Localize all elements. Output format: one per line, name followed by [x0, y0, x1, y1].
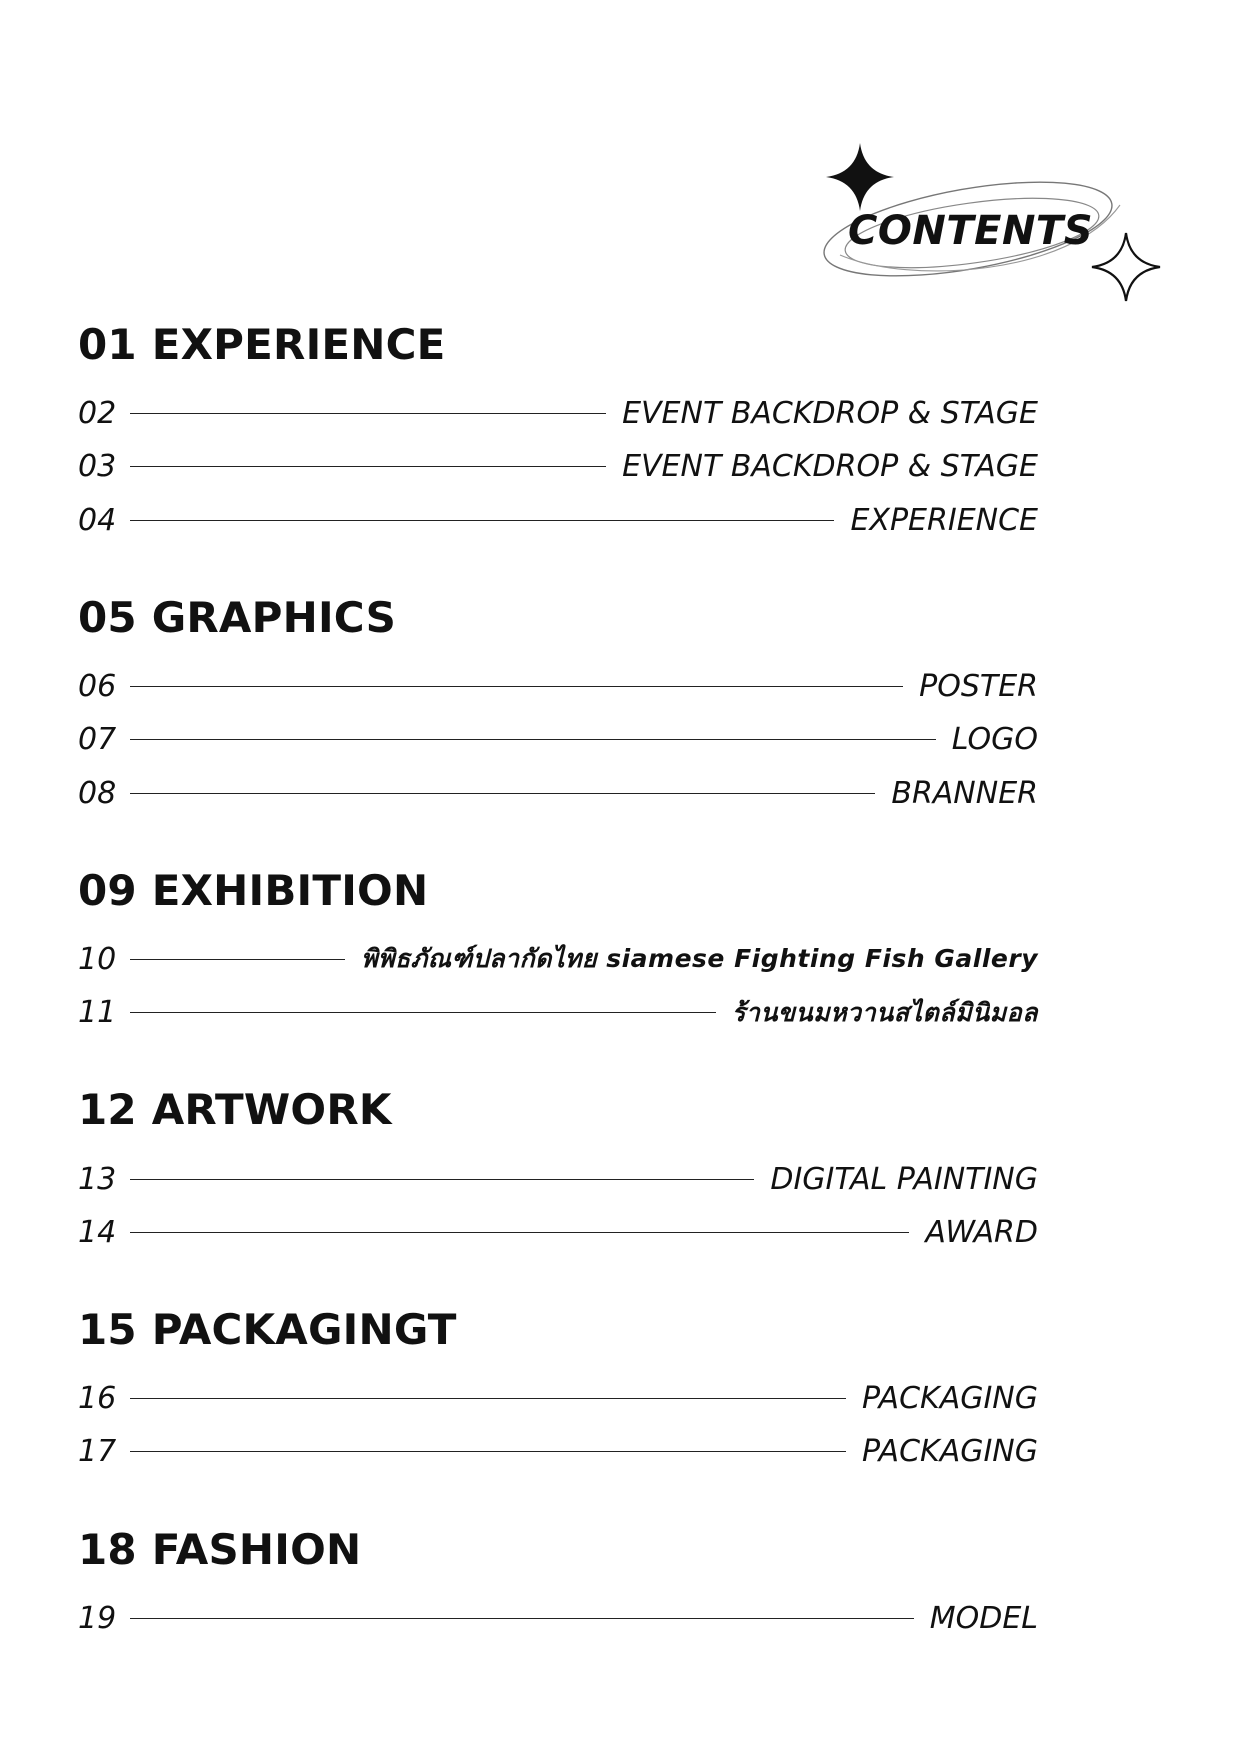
toc-entry[interactable]	[78, 713, 1038, 766]
entry-page-number: 11	[78, 995, 117, 1031]
entry-title: DIGITAL PAINTING	[770, 1161, 1038, 1197]
leader-line	[130, 1451, 846, 1452]
leader-line	[130, 686, 903, 687]
toc-entry[interactable]	[78, 1425, 1038, 1478]
toc-section	[78, 1298, 1038, 1479]
entry-page-number: 06	[78, 669, 117, 705]
leader-line	[130, 1232, 909, 1233]
entry-title: BRANNER	[891, 775, 1038, 811]
entry-page-number: 10	[78, 941, 117, 977]
toc-entry[interactable]	[78, 440, 1038, 493]
toc-section	[78, 1518, 1038, 1645]
section-title: FASHION	[151, 1524, 362, 1574]
section-title: GRAPHICS	[151, 592, 397, 642]
toc-entry[interactable]	[78, 660, 1038, 713]
section-title: EXPERIENCE	[151, 320, 446, 369]
entry-title: ร้านขนมหวานสไตล์มินิมอล	[731, 997, 1038, 1027]
leader-line	[130, 466, 606, 467]
section-heading	[78, 586, 1038, 650]
entry-page-number: 04	[78, 502, 117, 538]
section-heading	[78, 859, 1038, 923]
sparkle-outline-star-icon	[1092, 233, 1160, 301]
entry-title: EVENT BACKDROP & STAGE	[622, 396, 1038, 432]
toc-entry[interactable]	[78, 1592, 1038, 1645]
toc-entry[interactable]	[78, 933, 1038, 986]
entry-page-number: 07	[78, 722, 117, 758]
section-heading	[78, 1518, 1038, 1582]
leader-line	[130, 1179, 754, 1180]
toc-section	[78, 313, 1038, 547]
section-heading	[78, 1298, 1038, 1362]
section-heading	[78, 1078, 1038, 1142]
toc-section	[78, 586, 1038, 820]
entry-title: POSTER	[919, 669, 1038, 705]
sparkle-star-icon	[826, 143, 894, 211]
section-number: 12	[78, 1085, 137, 1135]
entry-title: พิพิธภัณฑ์ปลากัดไทย siamese Fighting Fish Gallery	[361, 944, 1038, 974]
leader-line	[130, 1618, 914, 1619]
leader-line	[130, 739, 936, 740]
leader-line	[130, 1398, 846, 1399]
section-number: 15	[78, 1304, 137, 1354]
entry-page-number: 14	[78, 1214, 117, 1250]
toc-section	[78, 859, 1038, 1040]
section-number: 01	[78, 320, 137, 369]
toc-entry[interactable]	[78, 1206, 1038, 1259]
entry-page-number: 19	[78, 1600, 117, 1636]
entry-title: EVENT BACKDROP & STAGE	[622, 449, 1038, 485]
leader-line	[130, 959, 345, 960]
contents-badge	[820, 135, 1170, 310]
leader-line	[130, 520, 834, 521]
toc-entry[interactable]	[78, 1372, 1038, 1425]
toc-section	[78, 1078, 1038, 1259]
entry-title: LOGO	[951, 722, 1038, 758]
entry-page-number: 08	[78, 775, 117, 811]
section-number: 09	[78, 865, 137, 915]
entry-page-number: 17	[78, 1434, 117, 1470]
page-title: CONTENTS	[848, 208, 1094, 254]
entry-title: PACKAGING	[861, 1381, 1038, 1417]
toc-entry[interactable]	[78, 986, 1038, 1039]
leader-line	[130, 1012, 716, 1013]
toc-entry[interactable]	[78, 494, 1038, 547]
section-title: ARTWORK	[151, 1085, 392, 1135]
entry-title: PACKAGING	[861, 1434, 1038, 1470]
leader-line	[130, 413, 606, 414]
toc-entry[interactable]	[78, 1152, 1038, 1205]
entry-title: EXPERIENCE	[850, 502, 1038, 538]
toc-entry[interactable]	[78, 766, 1038, 819]
entry-page-number: 13	[78, 1161, 117, 1197]
entry-title: MODEL	[929, 1600, 1038, 1636]
entry-page-number: 03	[78, 449, 117, 485]
entry-page-number: 02	[78, 396, 117, 432]
section-title: PACKAGINGT	[151, 1304, 457, 1354]
section-title: EXHIBITION	[151, 865, 429, 915]
section-heading	[78, 313, 1038, 377]
toc-entry[interactable]	[78, 387, 1038, 440]
entry-title: AWARD	[925, 1214, 1038, 1250]
leader-line	[130, 793, 875, 794]
entry-page-number: 16	[78, 1381, 117, 1417]
section-number: 05	[78, 592, 137, 642]
table-of-contents	[78, 313, 1038, 1645]
section-number: 18	[78, 1524, 137, 1574]
